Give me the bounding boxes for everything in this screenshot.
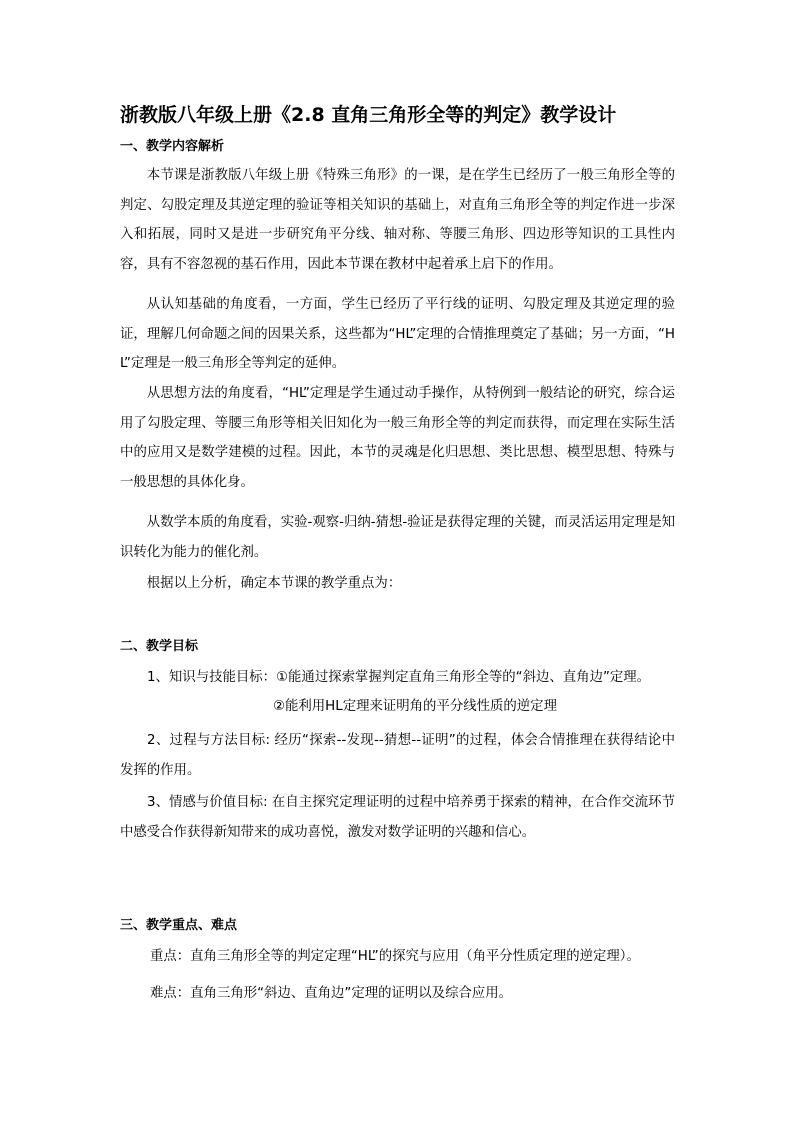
key-point-text: 重点：直角三角形全等的判定定理“HL”的探究与应用（角平分性质定理的逆定理）。 <box>150 949 640 964</box>
difficult-point-text: 难点：直角三角形“斜边、直角边”定理的证明以及综合应用。 <box>150 986 513 1001</box>
section-heading-teaching-goals: 二、教学目标 <box>120 639 199 654</box>
section-heading-key-difficult: 三、教学重点、难点 <box>120 918 238 933</box>
section-heading-content-analysis: 一、教学内容解析 <box>120 139 225 154</box>
paragraph-math-essence: 从数学本质的角度看，实验-观察-归纳-猜想-验证是获得定理的关键，而灵活运用定理是知识转化为能力的催化剂。 <box>120 515 675 560</box>
goal-emotion-value: 3、情感与价值目标: 在自主探究定理证明的过程中培养勇于探索的精神，在合作交流环节中感受合作获得新知带来的成功喜悦，激发对数学证明的兴趣和信心。 <box>120 795 675 840</box>
paragraph-cognitive-basis: 从认知基础的角度看，一方面，学生已经历了平行线的证明、勾股定理及其逆定理的验证，理解几何命题之间的因果关系，这些都为“HL”定理的合情推理奠定了基础；另一方面，“HL”定理是一般三角形全等判定的延伸。 <box>120 297 675 371</box>
goal-knowledge-line1: 1、知识与技能目标：①能通过探索掌握判定直角三角形全等的“斜边、直角边”定理。 <box>147 670 651 685</box>
paragraph-lesson-overview: 本节课是浙教版八年级上册《特殊三角形》的一课，是在学生已经历了一般三角形全等的判定、勾股定理及其逆定理的验证等相关知识的基础上，对直角三角形全等的判定作进一步深入和拓展，同时又是进一步研究角平分线、轴对称、等腰三角形、四边形等知识的工具性内容，具有不容忽视的基石作用，因此本节课在教材中起着承上启下的作用。 <box>120 168 675 272</box>
goal-knowledge-line2: ②能利用HL定理来证明角的平分线性质的逆定理 <box>273 699 557 714</box>
document-title: 浙教版八年级上册《2.8 直角三角形全等的判定》教学设计 <box>120 104 617 126</box>
paragraph-thinking-methods: 从思想方法的角度看，“HL”定理是学生通过动手操作，从特例到一般结论的研究，综合运用了勾股定理、等腰三角形等相关旧知化为一般三角形全等的判定而获得，而定理在实际生活中的应用又是数学建模的过程。因此，本节的灵魂是化归思想、类比思想、模型思想、特殊与一般思想的具体化身。 <box>120 386 675 490</box>
goal-process-method: 2、过程与方法目标: 经历“探索--发现--猜想--证明”的过程，体会合情推理在获得结论中发挥的作用。 <box>120 733 675 778</box>
paragraph-key-point-intro: 根据以上分析，确定本节课的教学重点为： <box>146 576 402 591</box>
